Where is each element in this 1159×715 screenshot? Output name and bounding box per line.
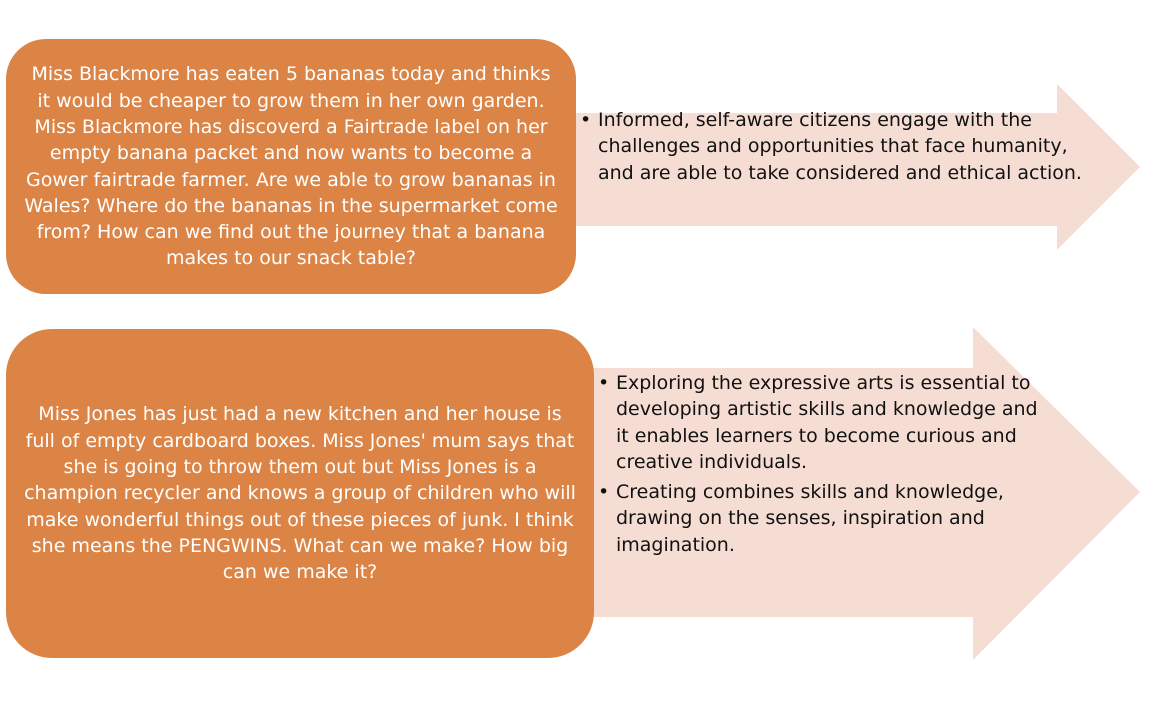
scenario-box-boxes (6, 329, 594, 658)
bullet-item: • Exploring the expressive arts is essential to developing artistic skills and knowledge and it enables learners to become curious and creative individuals. (598, 370, 1048, 475)
arrow-bullet-list-1 (580, 107, 1100, 186)
bullet-item: • Creating combines skills and knowledge, drawing on the senses, inspiration and imagination. (598, 479, 1048, 558)
scenario-text-boxes: Miss Jones has just had a new kitchen and her house is full of empty cardboard boxes. Miss Jones' mum says that she is going to throw them out but Miss Jones is a champion recycler and knows a group of children who will make wonderful things out of these pieces of junk. I think she means the PENGWINS. What can we make? How big can we make it? (24, 403, 576, 584)
scenario-text-bananas: Miss Blackmore has eaten 5 bananas today and thinks it would be cheaper to grow them in her own garden. Miss Blackmore has discoverd a Fairtrade label on her empty banana packet and now wants to become a Gower fairtrade farmer. Are we able to grow bananas in Wales? Where do the bananas in the supermarket come from? How can we find out the journey that a banana makes to our snack table? (24, 63, 558, 270)
bullet-item: • Informed, self-aware citizens engage with the challenges and opportunities that face humanity, and are able to take considered and ethical action. (580, 107, 1100, 186)
scenario-box-bananas (6, 39, 576, 294)
arrow-bullet-list-2 (598, 370, 1048, 558)
